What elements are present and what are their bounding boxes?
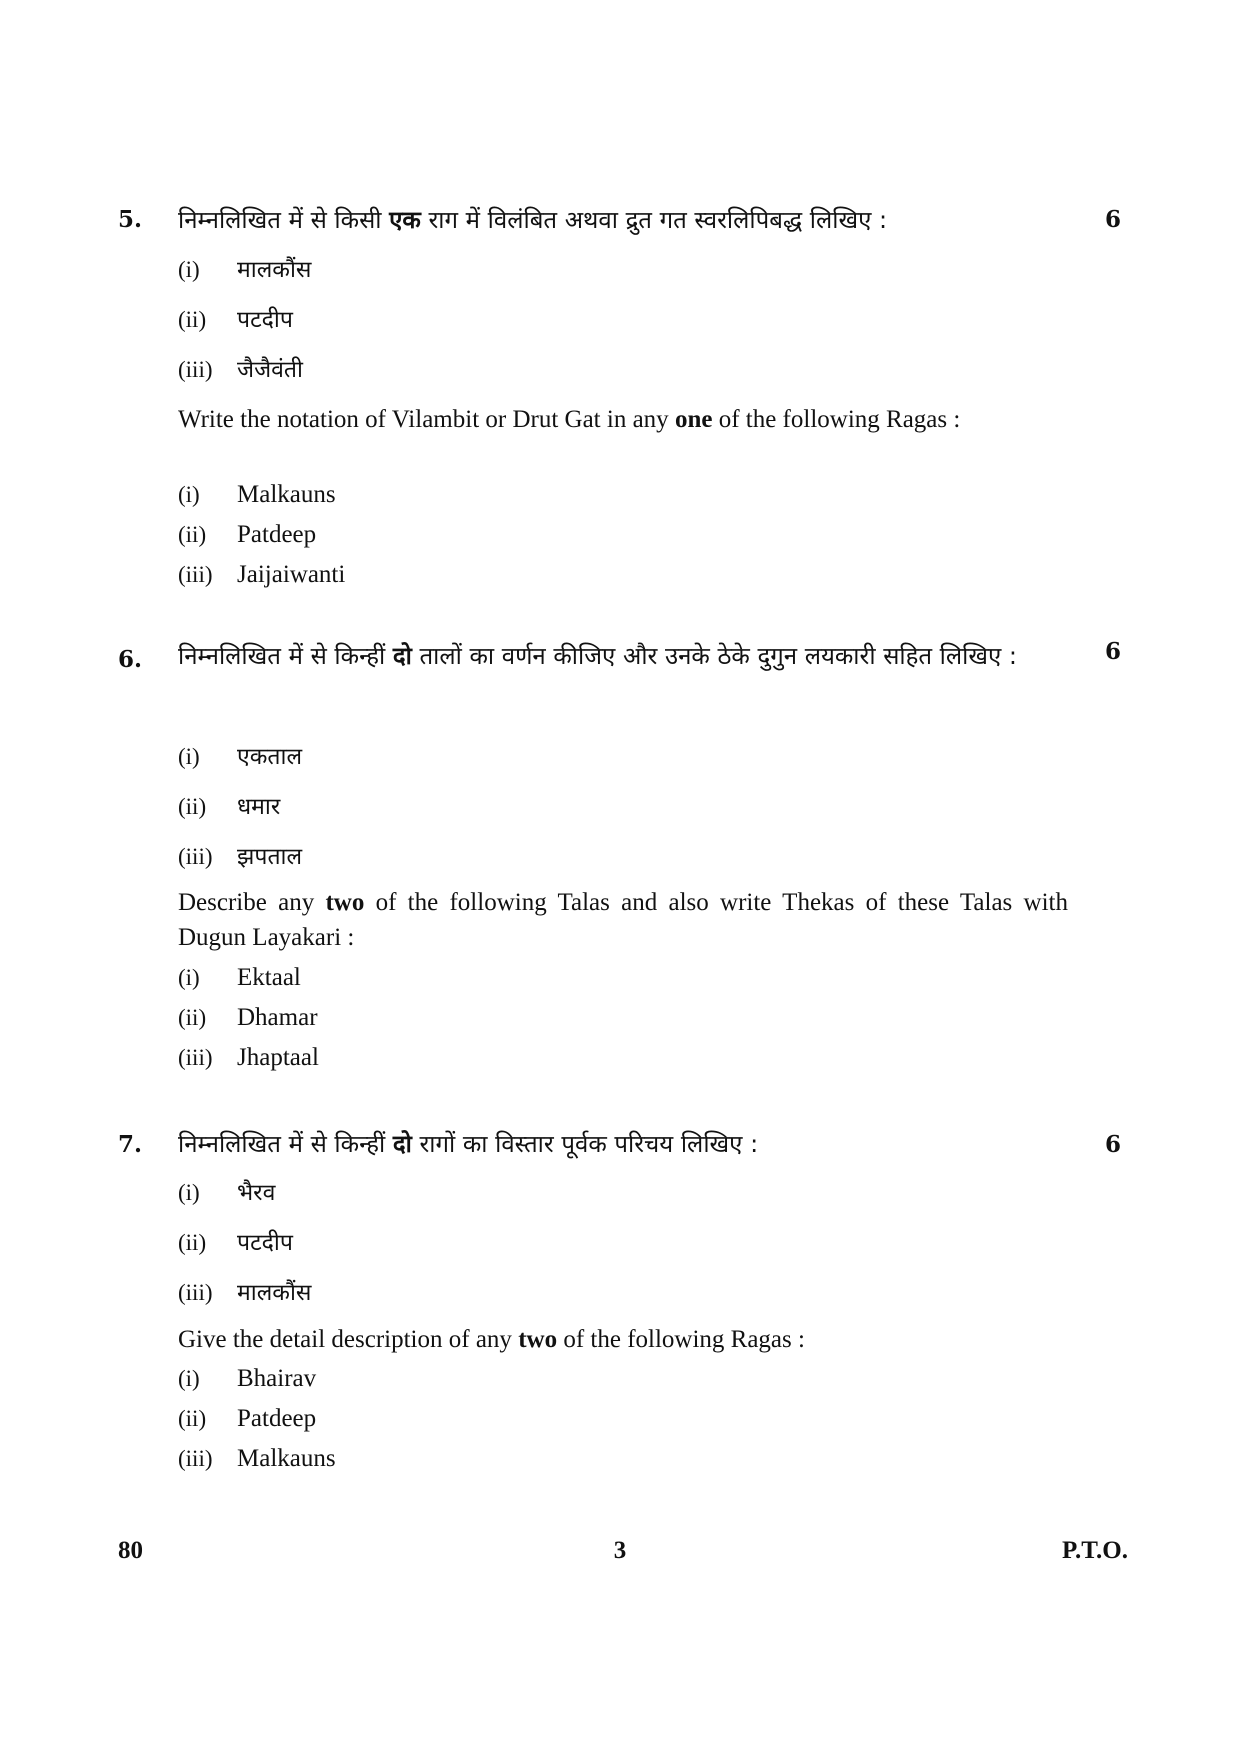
pto-label: P.T.O. xyxy=(1062,1537,1128,1564)
question-marks: 6 xyxy=(1104,1131,1121,1158)
page-number: 3 xyxy=(613,1537,627,1564)
question-marks: 6 xyxy=(1104,638,1121,665)
hindi-prompt: निम्नलिखित में से किसी एक राग में विलंबित अथवा द्रुत गत स्वरलिपिबद्ध लिखिए : xyxy=(178,206,888,234)
question-number: 7. xyxy=(118,1131,143,1158)
english-prompt: Write the notation of Vilambit or Drut Gat in any one of the following Ragas : xyxy=(178,406,961,433)
question-number: 6. xyxy=(118,646,143,673)
english-prompt: Describe any two of the following Talas and also write Thekas of these Talas with Dugun Layakari : xyxy=(178,889,1068,951)
question-marks: 6 xyxy=(1104,206,1121,233)
english-prompt: Give the detail description of any two of the following Ragas : xyxy=(178,1326,805,1353)
hindi-prompt: निम्नलिखित में से किन्हीं दो रागों का विस्तार पूर्वक परिचय लिखिए : xyxy=(178,1130,759,1158)
paper-code: 80 xyxy=(118,1537,143,1564)
hindi-prompt: निम्नलिखित में से किन्हीं दो तालों का वर्णन कीजिए और उनके ठेके दुगुन लयकारी सहित लिखिए : xyxy=(178,642,1018,670)
question-number: 5. xyxy=(118,206,143,233)
